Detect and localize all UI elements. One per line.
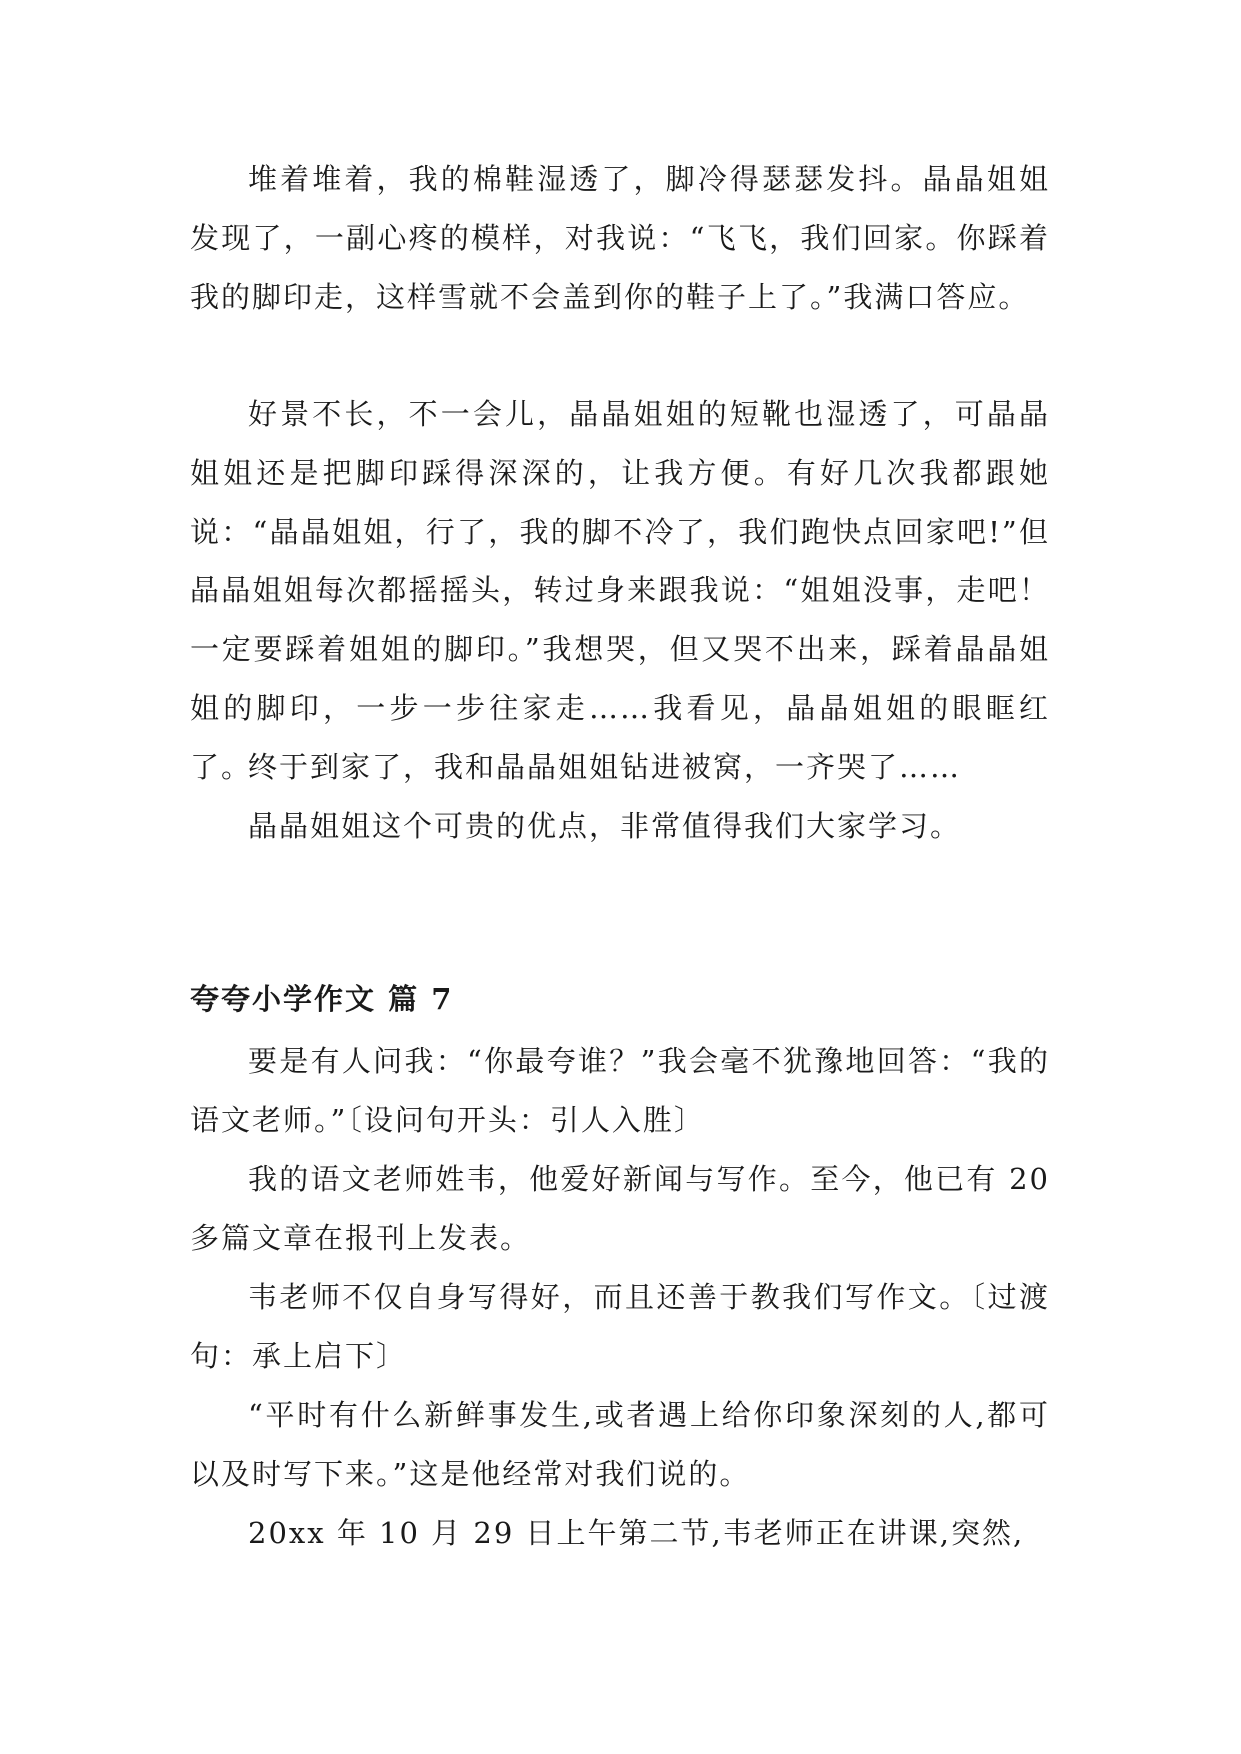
paragraph-footprints: 好景不长，不一会儿，晶晶姐姐的短靴也湿透了，可晶晶姐姐还是把脚印踩得深深的，让我方便。有好几次我都跟她说：“晶晶姐姐，行了，我的脚不冷了，我们跑快点回家吧!”但晶晶姐姐每次都摇摇头，转过身来跟我说：“姐姐没事，走吧！一定要踩着姐姐的脚印。”我想哭，但又哭不出来，踩着晶晶姐姐的脚印，一步一步往家走……我看见，晶晶姐姐的眼眶红了。 — [190, 397, 1050, 784]
paragraph-teacher-intro: 我的语文老师姓韦，他爱好新闻与写作。至今，他已有 20 多篇文章在报刊上发表。 — [190, 1162, 1050, 1255]
paragraph-date: 20xx 年 10 月 29 日上午第二节,韦老师正在讲课,突然, — [248, 1516, 1025, 1550]
paragraph-conclusion: 晶晶姐姐这个可贵的优点，非常值得我们大家学习。 — [248, 809, 962, 843]
paragraph-home: 终于到家了，我和晶晶姐姐钻进被窝，一齐哭了…… — [248, 750, 962, 784]
paragraph-wet-shoes: 堆着堆着，我的棉鞋湿透了，脚冷得瑟瑟发抖。晶晶姐姐发现了，一副心疼的模样，对我说：“飞飞，我们回家。你踩着我的脚印走，这样雪就不会盖到你的鞋子上了。”我满口答应。 — [190, 162, 1050, 314]
section-heading: 夸夸小学作文 篇 7 — [190, 982, 454, 1016]
paragraph-question: 要是有人问我：“你最夸谁？”我会毫不犹豫地回答：“我的语文老师。”〔设问句开头：引人入胜〕 — [190, 1044, 1050, 1137]
paragraph-quote: “平时有什么新鲜事发生,或者遇上给你印象深刻的人,都可以及时写下来。”这是他经常对我们说的。 — [190, 1398, 1050, 1491]
paragraph-transition: 韦老师不仅自身写得好，而且还善于教我们写作文。〔过渡句：承上启下〕 — [190, 1280, 1050, 1373]
